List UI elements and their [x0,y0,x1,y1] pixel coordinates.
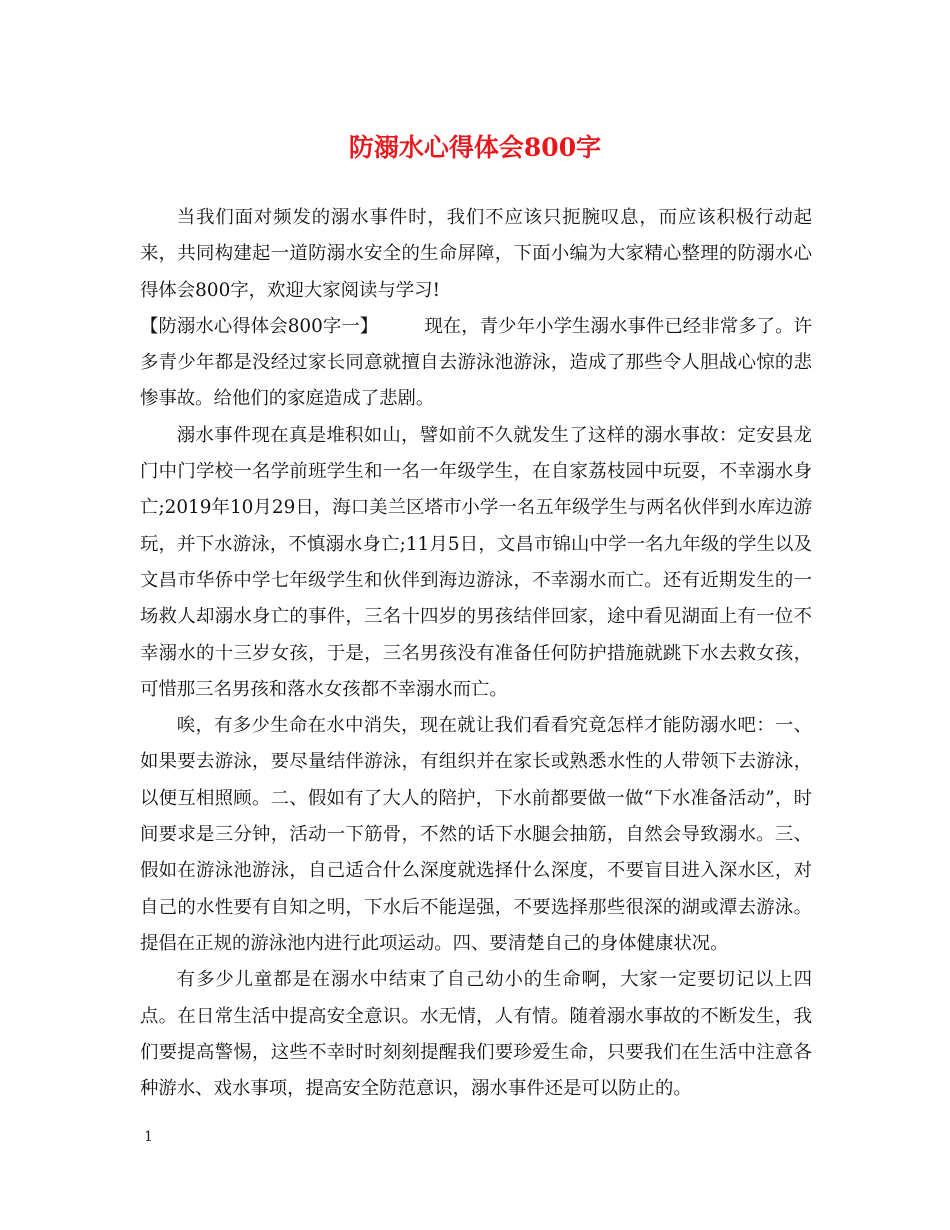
document-title: 防溺水心得体会800字 [348,133,602,162]
section-start-paragraph [140,309,812,418]
intro-paragraph: 当我们面对频发的溺水事件时，我们不应该只扼腕叹息，而应该积极行动起来，共同构建起一道防溺水安全的生命屏障，下面小编为大家精心整理的防溺水心得体会800字，欢迎大家阅读与学习! [140,207,812,301]
prevention-paragraph: 唉，有多少生命在水中消失，现在就让我们看看究竟怎样才能防溺水吧：一、如果要去游泳，要尽量结伴游泳，有组织并在家长或熟悉水性的人带领下去游泳，以便互相照顾。二、假如有了大人的陪护，下水前都要做一做“下水准备活动”，时间要求是三分钟，活动一下筋骨，不然的话下水腿会抽筋，自然会导致溺水。三、假如在游泳池游泳，自己适合什么深度就选择什么深度，不要盲目进入深水区，对自己的水性要有自知之明，下水后不能逞强，不要选择那些很深的湖或潭去游泳。提倡在正规的游泳池内进行此项运动。四、要清楚自己的身体健康状况。 [140,715,812,954]
section-continuation: 许多青少年都是没经过家长同意就擅自去游泳池游泳，造成了那些令人胆战心惊的悲惨事故。给他们的家庭造成了悲剧。 [140,315,812,410]
document-body [140,200,812,1107]
incidents-paragraph: 溺水事件现在真是堆积如山，譬如前不久就发生了这样的溺水事故：定安县龙门中门学校一名学前班学生和一名一年级学生，在自家荔枝园中玩耍，不幸溺水身亡;2019年10月29日，海口美兰区塔市小学一名五年级学生与两名伙伴到水库边游玩，并下水游泳，不慎溺水身亡;11月5日，文昌市锦山中学一名九年级的学生以及文昌市华侨中学七年级学生和伙伴到海边游泳，不幸溺水而亡。还有近期发生的一场救人却溺水身亡的事件，三名十四岁的男孩结伴回家，途中看见湖面上有一位不幸溺水的十三岁女孩，于是，三名男孩没有准备任何防护措施就跳下水去救女孩，可惜那三名男孩和落水女孩都不幸溺水而亡。 [140,424,812,700]
page-number: 1 [144,1129,153,1145]
section-heading: 【防溺水心得体会800字一】 [140,315,379,337]
conclusion-paragraph: 有多少儿童都是在溺水中结束了自己幼小的生命啊，大家一定要切记以上四点。在日常生活中提高安全意识。水无情，人有情。随着溺水事故的不断发生，我们要提高警惕，这些不幸时时刻刻提醒我们要珍爱生命，只要我们在生活中注意各种游水、戏水事项，提高安全防范意识，溺水事件还是可以防止的。 [140,969,812,1100]
section-first-sentence: 现在，青少年小学生溺水事件已经非常多了。 [424,315,794,337]
